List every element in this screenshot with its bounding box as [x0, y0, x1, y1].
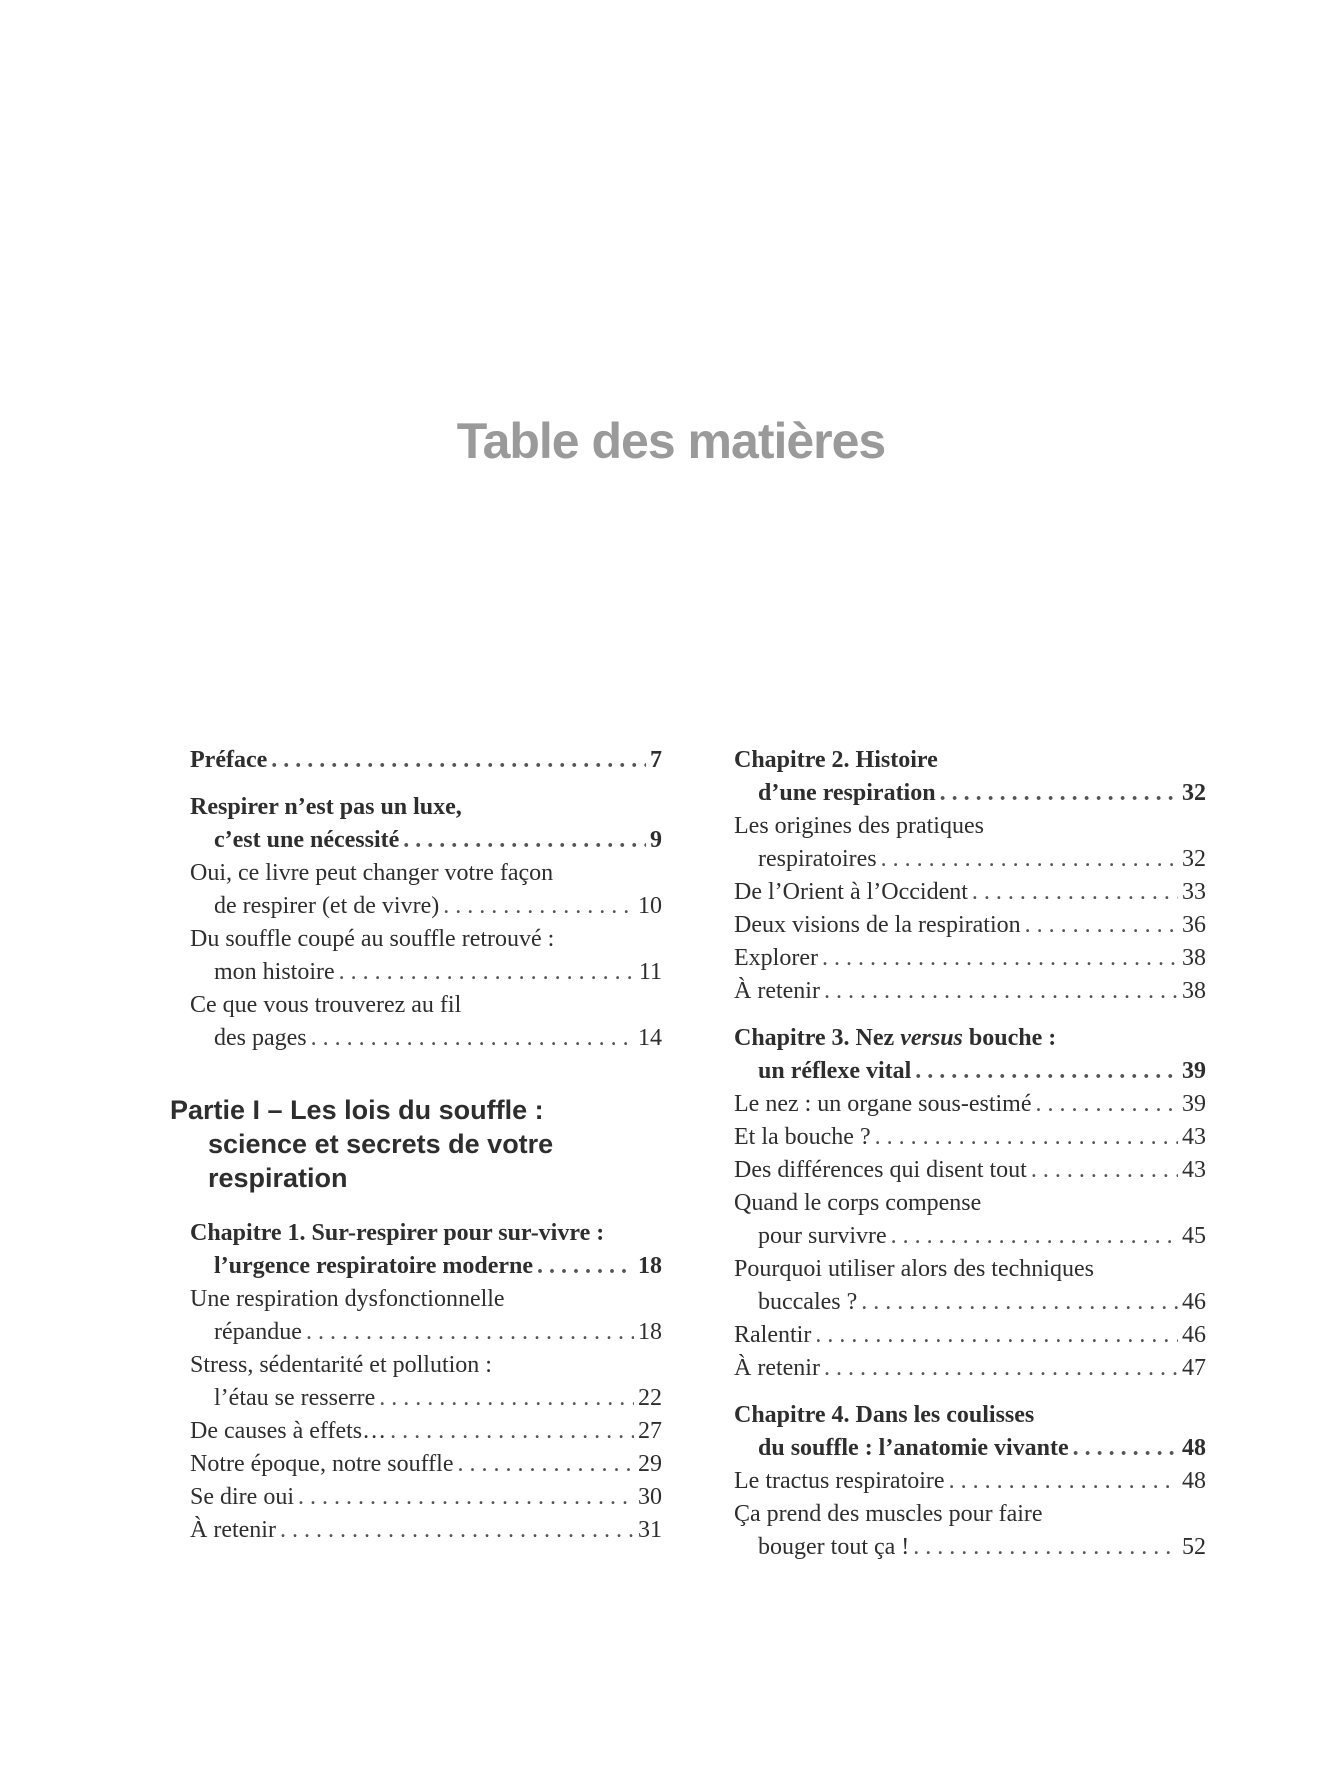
dot-leader	[936, 777, 1178, 810]
toc-entry[interactable]	[734, 876, 1206, 909]
toc-entry[interactable]	[734, 1352, 1206, 1385]
part-heading-line2: science et secrets de votre	[208, 1129, 554, 1159]
page-number: 22	[638, 1385, 662, 1411]
entry-title: Le tractus respiratoire	[734, 1468, 945, 1494]
page-number: 11	[638, 959, 662, 985]
chapter-title-line1: Chapitre 4. Dans les coulisses	[734, 1402, 1035, 1428]
dot-leader	[820, 975, 1178, 1008]
chapter-title-line2: l’urgence respiratoire moderne	[214, 1253, 534, 1279]
page-number: 32	[1182, 780, 1206, 806]
dot-leader	[276, 1514, 634, 1547]
dot-leader	[911, 1055, 1178, 1088]
entry-title: Ralentir	[734, 1322, 812, 1348]
entry-title-line1: Une respiration dysfonctionnelle	[190, 1286, 505, 1312]
entry-title-line2: c’est une nécessité	[214, 827, 400, 853]
entry-title: Et la bouche ?	[734, 1124, 871, 1150]
dot-leader	[533, 1250, 634, 1283]
dot-leader	[453, 1448, 634, 1481]
entry-title: Des différences qui disent tout	[734, 1157, 1027, 1183]
page-number: 38	[1182, 945, 1206, 971]
page-number: 31	[638, 1517, 662, 1543]
part-heading-line1: Partie I – Les lois du souffle :	[170, 1095, 544, 1125]
part-heading[interactable]	[170, 1093, 662, 1195]
entry-title: Explorer	[734, 945, 818, 971]
toc-chapter-3[interactable]	[734, 1022, 1206, 1088]
page-number: 18	[638, 1253, 662, 1279]
dot-leader	[877, 843, 1178, 876]
page-number: 27	[638, 1418, 662, 1444]
toc-entry[interactable]	[734, 1187, 1206, 1253]
page-number: 14	[638, 1025, 662, 1051]
toc-entry[interactable]	[190, 1349, 662, 1415]
toc-entry[interactable]	[734, 1088, 1206, 1121]
entry-title-line2: l’étau se resserre	[214, 1385, 376, 1411]
page-number: 33	[1182, 879, 1206, 905]
dot-leader	[909, 1531, 1178, 1564]
dot-leader	[267, 744, 646, 777]
part-heading-line3: respiration	[208, 1163, 348, 1193]
toc-entry[interactable]	[734, 1253, 1206, 1319]
toc-entry[interactable]	[734, 1465, 1206, 1498]
chapter-title-line2: un réflexe vital	[758, 1058, 912, 1084]
dot-leader	[1021, 909, 1178, 942]
toc-chapter-4[interactable]	[734, 1399, 1206, 1465]
chapter-title-line1: Chapitre 3. Nez versus bouche :	[734, 1025, 1057, 1051]
page-number: 32	[1182, 846, 1206, 872]
page-number: 45	[1182, 1223, 1206, 1249]
dot-leader	[375, 1382, 634, 1415]
entry-title: Notre époque, notre souffle	[190, 1451, 454, 1477]
page-number: 10	[638, 893, 662, 919]
page-number: 52	[1182, 1534, 1206, 1560]
entry-title: De l’Orient à l’Occident	[734, 879, 968, 905]
toc-entry[interactable]	[734, 810, 1206, 876]
page-number: 47	[1182, 1355, 1206, 1381]
toc-left-column	[170, 744, 662, 1547]
toc-entry[interactable]	[190, 1481, 662, 1514]
dot-leader	[335, 956, 635, 989]
entry-title-line1: Quand le corps compense	[734, 1190, 982, 1216]
entry-title: Se dire oui	[190, 1484, 294, 1510]
dot-leader	[1069, 1432, 1178, 1465]
entry-title: À retenir	[734, 1355, 820, 1381]
entry-title: De causes à effets…	[190, 1418, 387, 1444]
chapter-title-line1: Chapitre 1. Sur-respirer pour sur-vivre :	[190, 1220, 605, 1246]
page-number: 29	[638, 1451, 662, 1477]
entry-title-line2: des pages	[214, 1025, 307, 1051]
toc-entry[interactable]	[734, 975, 1206, 1008]
dot-leader	[857, 1286, 1178, 1319]
toc-entry[interactable]	[734, 1319, 1206, 1352]
dot-leader	[399, 824, 646, 857]
entry-title-line1: Ça prend des muscles pour faire	[734, 1501, 1043, 1527]
chapter-title-line2: d’une respiration	[758, 780, 936, 806]
dot-leader	[439, 890, 634, 923]
toc-chapter-1[interactable]	[190, 1217, 662, 1283]
dot-leader	[811, 1319, 1178, 1352]
dot-leader	[818, 942, 1178, 975]
toc-entry[interactable]	[734, 942, 1206, 975]
entry-title-line2: buccales ?	[758, 1289, 858, 1315]
dot-leader	[887, 1220, 1178, 1253]
toc-entry[interactable]	[734, 1498, 1206, 1564]
dot-leader	[307, 1022, 634, 1055]
toc-entry[interactable]	[734, 1154, 1206, 1187]
entry-title-line1: Respirer n’est pas un luxe,	[190, 794, 462, 820]
entry-title: Le nez : un organe sous-estimé	[734, 1091, 1032, 1117]
toc-entry-preface[interactable]	[190, 744, 662, 777]
page-number: 30	[638, 1484, 662, 1510]
entry-title-line2: bouger tout ça !	[758, 1534, 910, 1560]
toc-entry[interactable]	[734, 1121, 1206, 1154]
entry-title-line2: répandue	[214, 1319, 302, 1345]
entry-title-line1: Stress, sédentarité et pollution :	[190, 1352, 492, 1378]
entry-title: Préface	[190, 747, 268, 773]
page-number: 39	[1182, 1058, 1206, 1084]
page-number: 38	[1182, 978, 1206, 1004]
toc-entry[interactable]	[190, 923, 662, 989]
toc-entry-intro[interactable]	[190, 791, 662, 857]
dot-leader	[945, 1465, 1178, 1498]
toc-entry[interactable]	[190, 1514, 662, 1547]
page-number: 48	[1182, 1435, 1206, 1461]
entry-title-line1: Pourquoi utiliser alors des techniques	[734, 1256, 1094, 1282]
page-number: 43	[1182, 1124, 1206, 1150]
page-number: 36	[1182, 912, 1206, 938]
dot-leader	[386, 1415, 634, 1448]
toc-entry[interactable]	[190, 857, 662, 923]
page-number: 46	[1182, 1289, 1206, 1315]
page-number: 9	[650, 827, 662, 853]
page-title: Table des matières	[456, 413, 886, 469]
entry-title-line2: de respirer (et de vivre)	[214, 893, 440, 919]
toc-entry[interactable]	[190, 1448, 662, 1481]
entry-title: Deux visions de la respiration	[734, 912, 1021, 938]
entry-title-line2: mon histoire	[214, 959, 335, 985]
toc-entry[interactable]	[190, 989, 662, 1055]
dot-leader	[1031, 1088, 1178, 1121]
toc-right-column	[734, 744, 1206, 1564]
entry-title-line1: Du souffle coupé au souffle retrouvé :	[190, 926, 555, 952]
chapter-title-line1: Chapitre 2. Histoire	[734, 747, 938, 773]
page-number: 39	[1182, 1091, 1206, 1117]
entry-title-line2: pour survivre	[758, 1223, 887, 1249]
toc-entry[interactable]	[190, 1283, 662, 1349]
page-number: 18	[638, 1319, 662, 1345]
dot-leader	[294, 1481, 634, 1514]
page-number: 7	[650, 747, 662, 773]
page-number: 48	[1182, 1468, 1206, 1494]
entry-title-line1: Les origines des pratiques	[734, 813, 984, 839]
toc-chapter-2[interactable]	[734, 744, 1206, 810]
entry-title: À retenir	[190, 1517, 276, 1543]
dot-leader	[968, 876, 1178, 909]
entry-title-line1: Ce que vous trouverez au fil	[190, 992, 462, 1018]
entry-title: À retenir	[734, 978, 820, 1004]
toc-entry[interactable]	[190, 1415, 662, 1448]
dot-leader	[820, 1352, 1178, 1385]
chapter-title-line2: du souffle : l’anatomie vivante	[758, 1435, 1069, 1461]
entry-title-line2: respiratoires	[758, 846, 877, 872]
entry-title-line1: Oui, ce livre peut changer votre façon	[190, 860, 554, 886]
page-number: 46	[1182, 1322, 1206, 1348]
dot-leader	[871, 1121, 1178, 1154]
page-number: 43	[1182, 1157, 1206, 1183]
dot-leader	[1027, 1154, 1178, 1187]
dot-leader	[302, 1316, 634, 1349]
toc-entry[interactable]	[734, 909, 1206, 942]
